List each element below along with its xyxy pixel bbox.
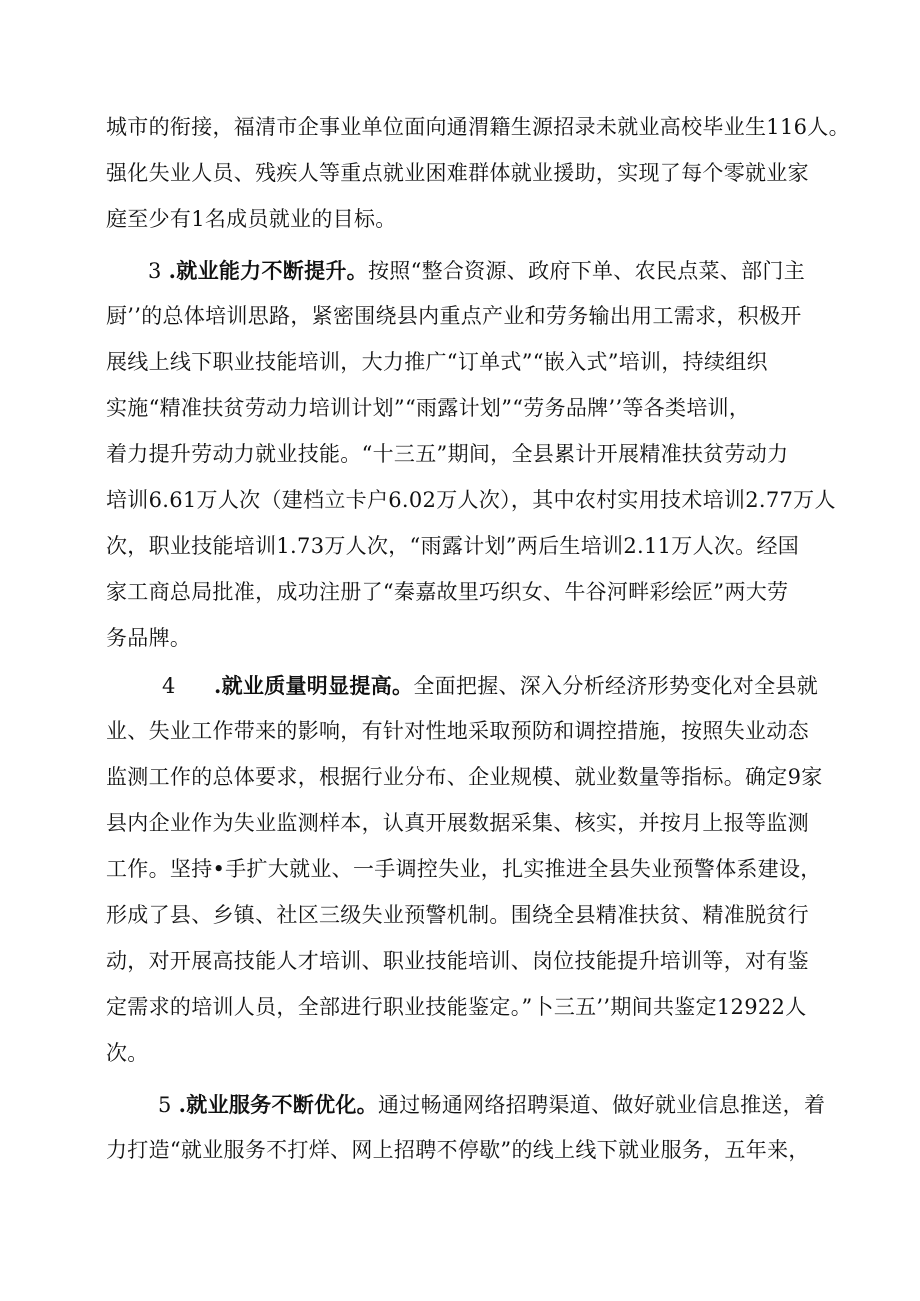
paragraph-line: 着力提升劳动力就业技能。“十三五”期间，全县累计开展精准扶贫劳动力 [106,442,789,466]
paragraph-line: 展线上线下职业技能培训，大力推广“订单式”“嵌入式”培训，持续组织 [106,350,768,374]
paragraph-line: 次，职业技能培训1.73万人次，“雨露计划”两后生培训2.11万人次。经国 [106,534,800,558]
section-number: 4 [162,674,176,698]
paragraph-line: 强化失业人员、残疾人等重点就业困难群体就业援助，实现了每个零就业家 [106,161,809,185]
paragraph-line: 业、失业工作带来的影响，有针对性地采取预防和调控措施，按照失业动态 [106,719,809,743]
paragraph-line: 工作。坚持•手扩大就业、一手调控失业，扎实推进全县失业预警体系建设， [106,857,822,881]
paragraph-line: 城市的衔接，福清市企事业单位面向通渭籍生源招录未就业高校毕业生116人。 [106,115,850,139]
paragraph-line: 次。 [106,1041,149,1065]
paragraph-line: 监测工作的总体要求，根据行业分布、企业规模、就业数量等指标。确定9家 [106,765,823,789]
section-heading: .就业能力不断提升。 [168,258,368,283]
paragraph-line: 厨’’的总体培训思路，紧密围绕县内重点产业和劳务输出用工需求，积极开 [106,304,802,328]
section-text: 全面把握、深入分析经济形势变化对全县就 [413,674,819,698]
paragraph-line: 实施“精准扶贫劳动力培训计划”“雨露计划”“劳务品牌’’等各类培训， [106,396,751,420]
paragraph-line: 务品牌。 [106,626,192,650]
paragraph-line: 庭至少有1名成员就业的目标。 [106,207,397,231]
section-5-first-line [158,1094,880,1116]
paragraph-line: 动，对开展高技能人才培训、职业技能培训、岗位技能提升培训等，对有鉴 [106,949,809,973]
section-3-first-line [148,260,870,282]
section-number: 3 [148,259,162,283]
section-4-first-line [162,675,884,697]
section-heading: .就业服务不断优化。 [178,1092,378,1117]
section-heading: .就业质量明显提高。 [214,673,414,698]
paragraph-line: 培训6.61万人次（建档立卡户6.02万人次），其中农村实用技术培训2.77万人 [106,488,836,512]
paragraph-line: 形成了县、乡镇、社区三级失业预警机制。围绕全县精准扶贫、精准脱贫行 [106,903,809,927]
section-text: 按照“整合资源、政府下单、农民点菜、部门主 [367,259,806,283]
section-number: 5 [158,1093,172,1117]
section-text: 通过畅通网络招聘渠道、做好就业信息推送，着 [377,1093,826,1117]
paragraph-line: 家工商总局批准，成功注册了“秦嘉故里巧织女、牛谷河畔彩绘匠”两大劳 [106,580,789,604]
paragraph-line: 定需求的培训人员，全部进行职业技能鉴定。”卜三五’’期间共鉴定12922人 [106,995,807,1019]
paragraph-line: 力打造“就业服务不打烊、网上招聘不停歇”的线上线下就业服务，五年来， [106,1138,810,1162]
paragraph-line: 县内企业作为失业监测样本，认真开展数据采集、核实，并按月上报等监测 [106,811,809,835]
